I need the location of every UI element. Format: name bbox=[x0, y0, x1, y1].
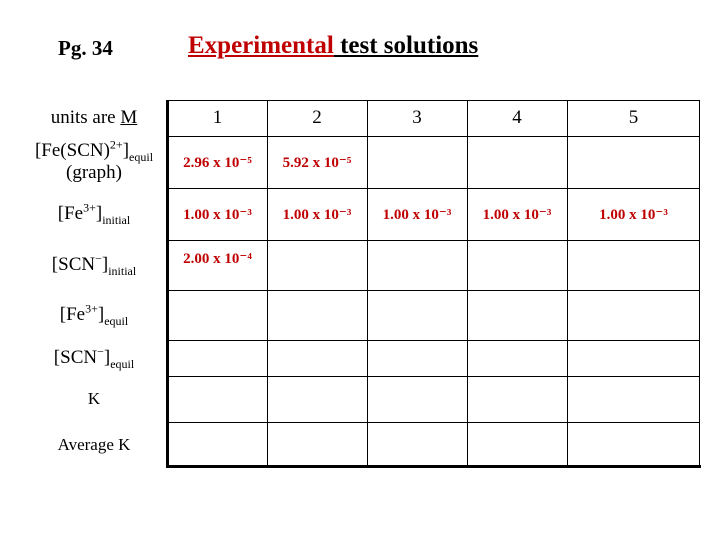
value-fescn-2: 5.92 x 10⁻⁵ bbox=[282, 154, 352, 171]
page-label: Pg. 34 bbox=[58, 36, 113, 60]
units-header bbox=[20, 100, 168, 136]
rule-label-divider bbox=[166, 100, 169, 468]
title-rest: test solutions bbox=[333, 32, 479, 59]
rule-v bbox=[267, 100, 268, 466]
rule-h bbox=[168, 136, 700, 137]
rule-h bbox=[168, 340, 700, 341]
value-fescn-1: 2.96 x 10⁻⁵ bbox=[183, 154, 252, 171]
page-title bbox=[188, 32, 478, 60]
col-header-5: 5 bbox=[628, 107, 639, 128]
value-fe-initial-3: 1.00 x 10⁻³ bbox=[382, 206, 452, 223]
rule-v bbox=[567, 100, 568, 466]
rule-top bbox=[168, 100, 700, 101]
rule-v bbox=[467, 100, 468, 466]
rule-h bbox=[168, 376, 700, 377]
col-header-3: 3 bbox=[412, 107, 422, 128]
units-prefix: units are bbox=[50, 107, 116, 128]
value-scn-initial-1: 2.00 x 10⁻⁴ bbox=[183, 250, 252, 267]
rule-v bbox=[367, 100, 368, 466]
row-label-fescn-equil: $[Fe(SCN)^{2+}]_{equil}$ (graph) bbox=[34, 137, 154, 183]
rule-h bbox=[168, 240, 700, 241]
row-label-average-k: Average K bbox=[57, 435, 131, 454]
value-fe-initial-1: 1.00 x 10⁻³ bbox=[183, 206, 252, 223]
rule-h bbox=[168, 290, 700, 291]
units-unit: M bbox=[120, 107, 138, 128]
col-header-2: 2 bbox=[312, 107, 322, 128]
rule-bottom bbox=[167, 465, 701, 468]
row-label-k: K bbox=[87, 389, 101, 408]
row-label-fe-equil: $[Fe^{3+}]_{equil}$ bbox=[59, 301, 129, 328]
row-label-scn-equil: $[SCN^-]_{equil}$ bbox=[53, 344, 135, 371]
value-fe-initial-5: 1.00 x 10⁻³ bbox=[599, 206, 668, 223]
row-label-fe-initial: $[Fe^{3+}]_{initial}$ bbox=[57, 200, 131, 227]
row-label-scn-initial: $[SCN^-]_{initial}$ bbox=[51, 251, 137, 278]
rule-h bbox=[168, 422, 700, 423]
solutions-table bbox=[20, 100, 700, 468]
rule-v bbox=[699, 100, 700, 466]
col-header-1: 1 bbox=[212, 107, 223, 128]
rule-h bbox=[168, 188, 700, 189]
value-fe-initial-2: 1.00 x 10⁻³ bbox=[282, 206, 352, 223]
col-header-4: 4 bbox=[512, 107, 522, 128]
value-fe-initial-4: 1.00 x 10⁻³ bbox=[482, 206, 552, 223]
title-highlight: Experimental bbox=[188, 32, 334, 59]
